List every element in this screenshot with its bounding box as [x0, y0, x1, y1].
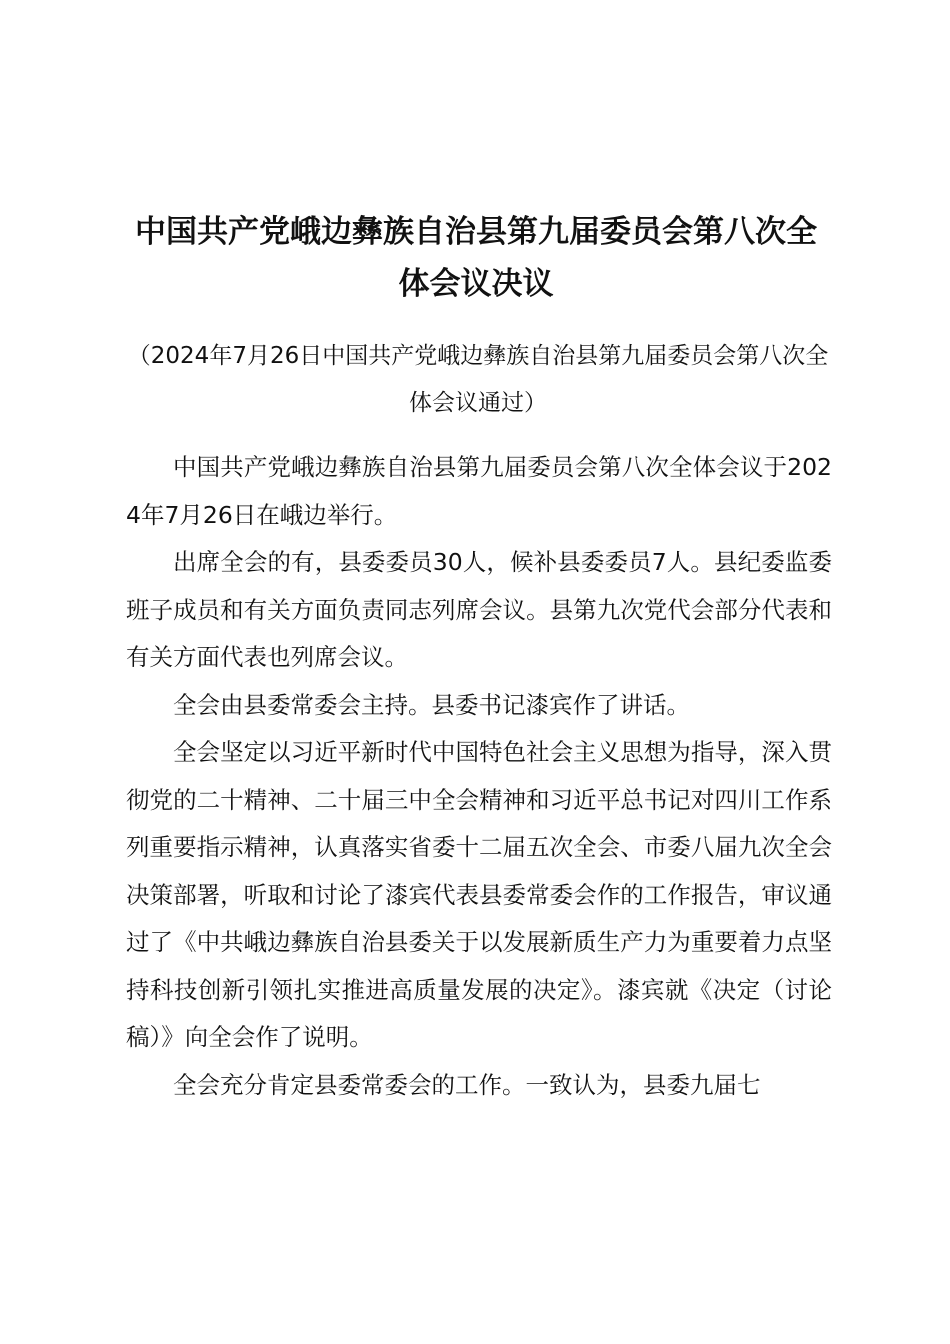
paragraph-meeting-held: 中国共产党峨边彝族自治县第九届委员会第八次全体会议于2024年7月26日在峨边举行。: [126, 453, 832, 529]
paragraph-attendance: 出席全会的有，县委委员30人，候补县委委员7人。县纪委监委班子成员和有关方面负责同志列席会议。县第九次党代会部分代表和有关方面代表也列席会议。: [126, 548, 832, 671]
document-title: 中国共产党峨边彝族自治县第九届委员会第八次全体会议决议: [135, 214, 817, 302]
document-subtitle: （2024年7月26日中国共产党峨边彝族自治县第九届委员会第八次全体会议通过）: [127, 343, 829, 416]
paragraph-presided: 全会由县委常委会主持。县委书记漆宾作了讲话。: [173, 690, 690, 719]
paragraph-affirmation: 全会充分肯定县委常委会的工作。一致认为，县委九届七: [173, 1070, 761, 1099]
paragraph-guidance: 全会坚定以习近平新时代中国特色社会主义思想为指导，深入贯彻党的二十精神、二十届三中全会精神和习近平总书记对四川工作系列重要指示精神，认真落实省委十二届五次全会、市委八届九次全会决策部署，听取和讨论了漆宾代表县委常委会作的工作报告，审议通过了《中共峨边彝族自治县委关于以发展新质生产力为重要着力点坚持科技创新引领扎实推进高质量发展的决定》。漆宾就《决定（讨论稿）》向全会作了说明。: [126, 738, 832, 1051]
document-body: [126, 444, 832, 1109]
